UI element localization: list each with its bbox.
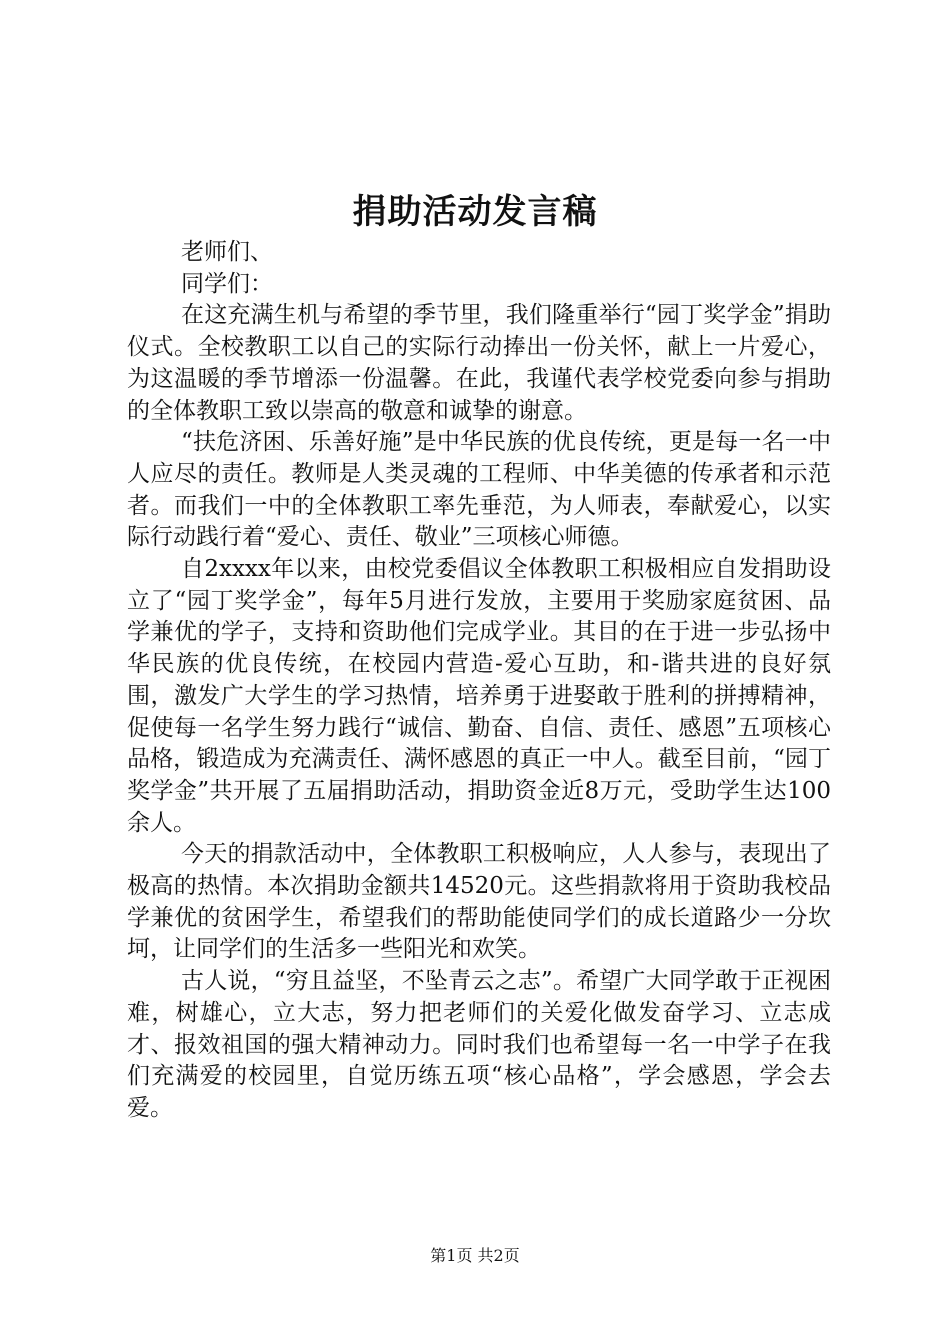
paragraph-tradition: “扶危济困、乐善好施”是中华民族的优良传统，更是每一名一中人应尽的责任。教师是人类灵魂的工程师、中华美德的传承者和示范者。而我们一中的全体教职工率先垂范，为人师表，奉献爱心，以实际行动践行着“爱心、责任、敬业”三项核心师德。 — [127, 429, 831, 551]
salutation-teachers: 老师们、 — [181, 239, 273, 265]
paragraph-scholarship-history: 自2xxxx年以来，由校党委倡议全体教职工积极相应自发捐助设立了“园丁奖学金”，每年5月进行发放，主要用于奖励家庭贫困、品学兼优的学子，支持和资助他们完成学业。其目的在于进一步弘扬中华民族的优良传统，在校园内营造-爱心互助，和-谐共进的良好氛围，激发广大学生的学习热情，培养勇于进娶敢于胜利的拼搏精神，促使每一名学生努力践行“诚信、勤奋、自信、责任、感恩”五项核心品格，锻造成为充满责任、满怀感恩的真正一中人。截至目前，“园丁奖学金”共开展了五届捐助活动，捐助资金近8万元，受助学生达100余人。 — [127, 556, 831, 836]
document-body — [127, 237, 831, 1125]
page-number-footer: 第1页 共2页 — [430, 1246, 520, 1265]
document-title: 捐助活动发言稿 — [352, 192, 598, 232]
salutation-students: 同学们： — [181, 270, 273, 297]
paragraph-hope: 古人说，“穷且益坚，不坠青云之志”。希望广大同学敢于正视困难，树雄心，立大志，努力把老师们的关爱化做发奋学习、立志成才、报效祖国的强大精神动力。同时我们也希望每一名一中学子在我们充满爱的校园里，自觉历练五项“核心品格”，学会感恩，学会去爱。 — [127, 968, 831, 1121]
paragraph-today-donation: 今天的捐款活动中，全体教职工积极响应，人人参与，表现出了极高的热情。本次捐助金额共14520元。这些捐款将用于资助我校品学兼优的贫困学生，希望我们的帮助能使同学们的成长道路少一分坎坷，让同学们的生活多一些阳光和欢笑。 — [127, 841, 831, 963]
paragraph-opening: 在这充满生机与希望的季节里，我们隆重举行“园丁奖学金”捐助仪式。全校教职工以自己的实际行动捧出一份关怀，献上一片爱心，为这温暖的季节增添一份温馨。在此，我谨代表学校党委向参与捐助的全体教职工致以崇高的敬意和诚挚的谢意。 — [127, 302, 831, 424]
